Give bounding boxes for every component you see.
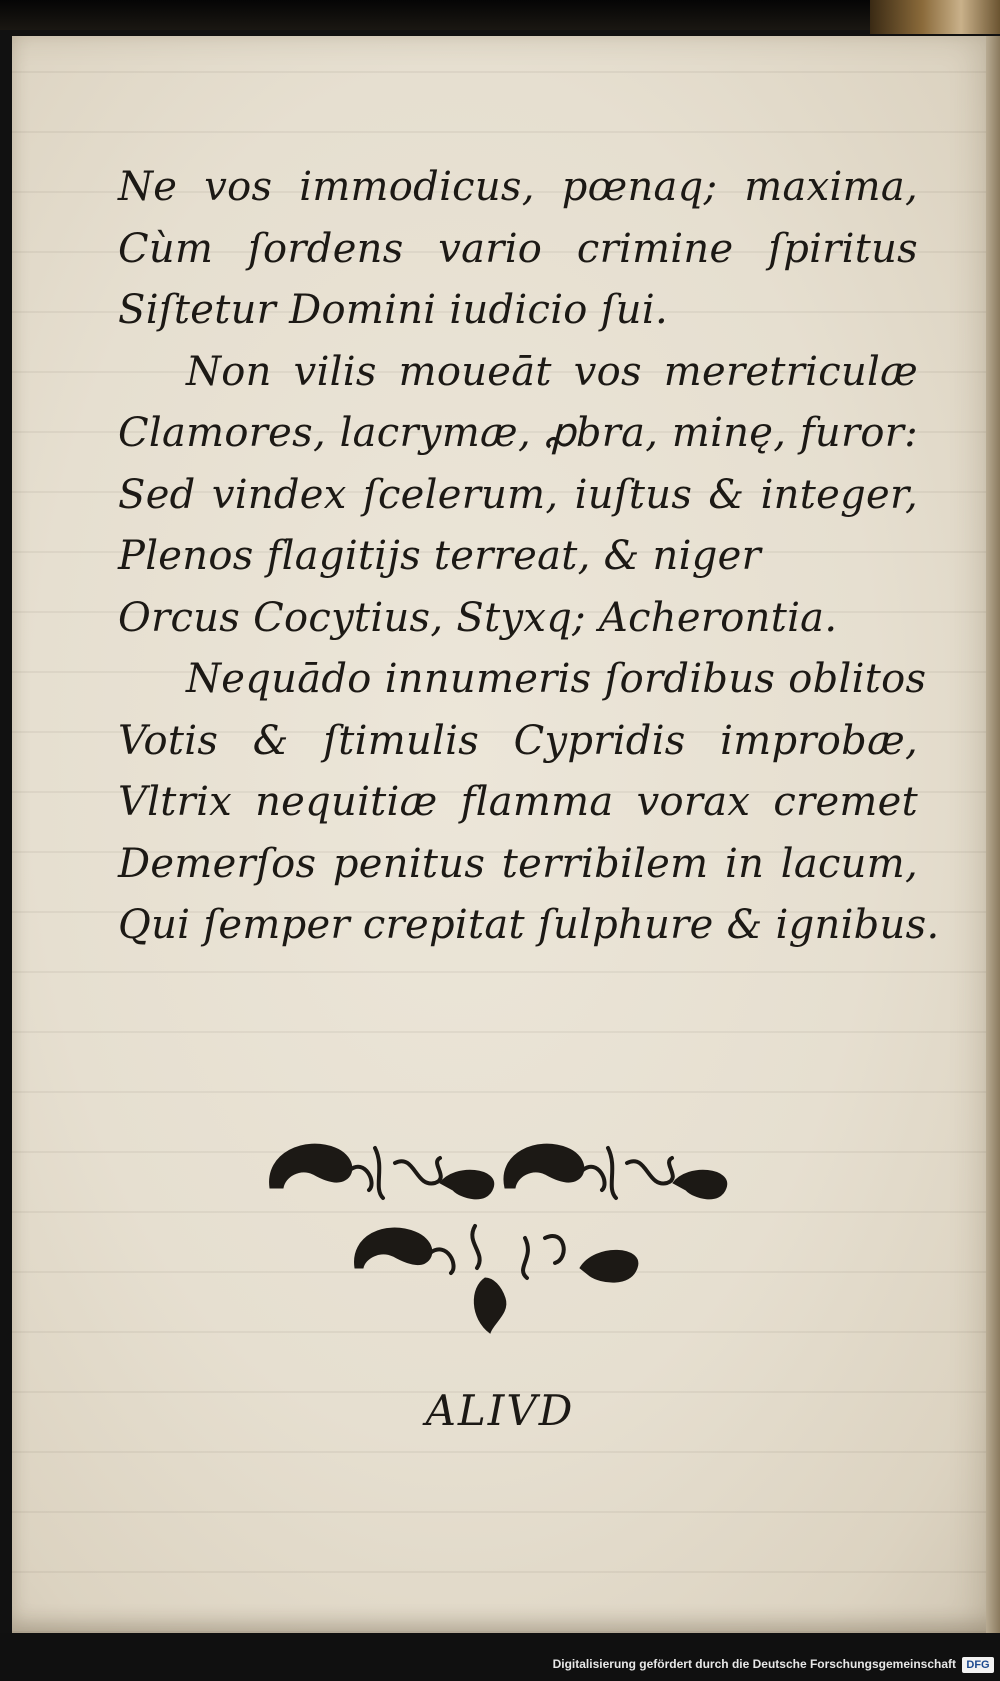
funding-credit: Digitalisierung gefördert durch die Deutsche Forschungsgemeinschaft — [552, 1657, 956, 1671]
poem-line: Clamores, lacrymæ, ꝓbra, minę, furor: — [118, 410, 918, 456]
book-corner — [870, 0, 1000, 34]
poem-line: Plenos flagitijs terreat, & niger — [118, 533, 762, 579]
dfg-logo-icon: DFG — [962, 1657, 994, 1673]
poem-line: Cùm ſordens vario crimine ſpiritus — [118, 225, 918, 272]
digitization-footer — [0, 1633, 1000, 1681]
fleuron-ornament-icon — [265, 1128, 765, 1338]
poem-line: Non vilis moueāt vos meretriculæ — [186, 348, 918, 395]
poem-line: Nequādo innumeris ſordibus oblitos — [186, 656, 927, 702]
poem-line: Qui ſemper crepitat ſulphure & ignibus. — [118, 902, 940, 948]
poem-line: Sed vindex ſcelerum, iuſtus & integer, — [118, 471, 918, 518]
book-top-edge — [0, 0, 1000, 30]
poem-line: Votis & ſtimulis Cypridis improbæ, — [118, 717, 918, 764]
poem-text — [118, 157, 940, 957]
poem-line: Vltrix nequitiæ flamma vorax cremet — [118, 779, 918, 825]
poem-line: Orcus Cocytius, Styxq; Acherontia. — [118, 594, 838, 641]
poem-line: Siſtetur Domini iudicio ſui. — [118, 287, 668, 333]
poem-line: Demerſos penitus terribilem in lacum, — [118, 840, 918, 887]
poem-line: Ne vos immodicus, pœnaq; maxima, — [118, 164, 918, 210]
catchword: ALIVD — [425, 1386, 575, 1435]
